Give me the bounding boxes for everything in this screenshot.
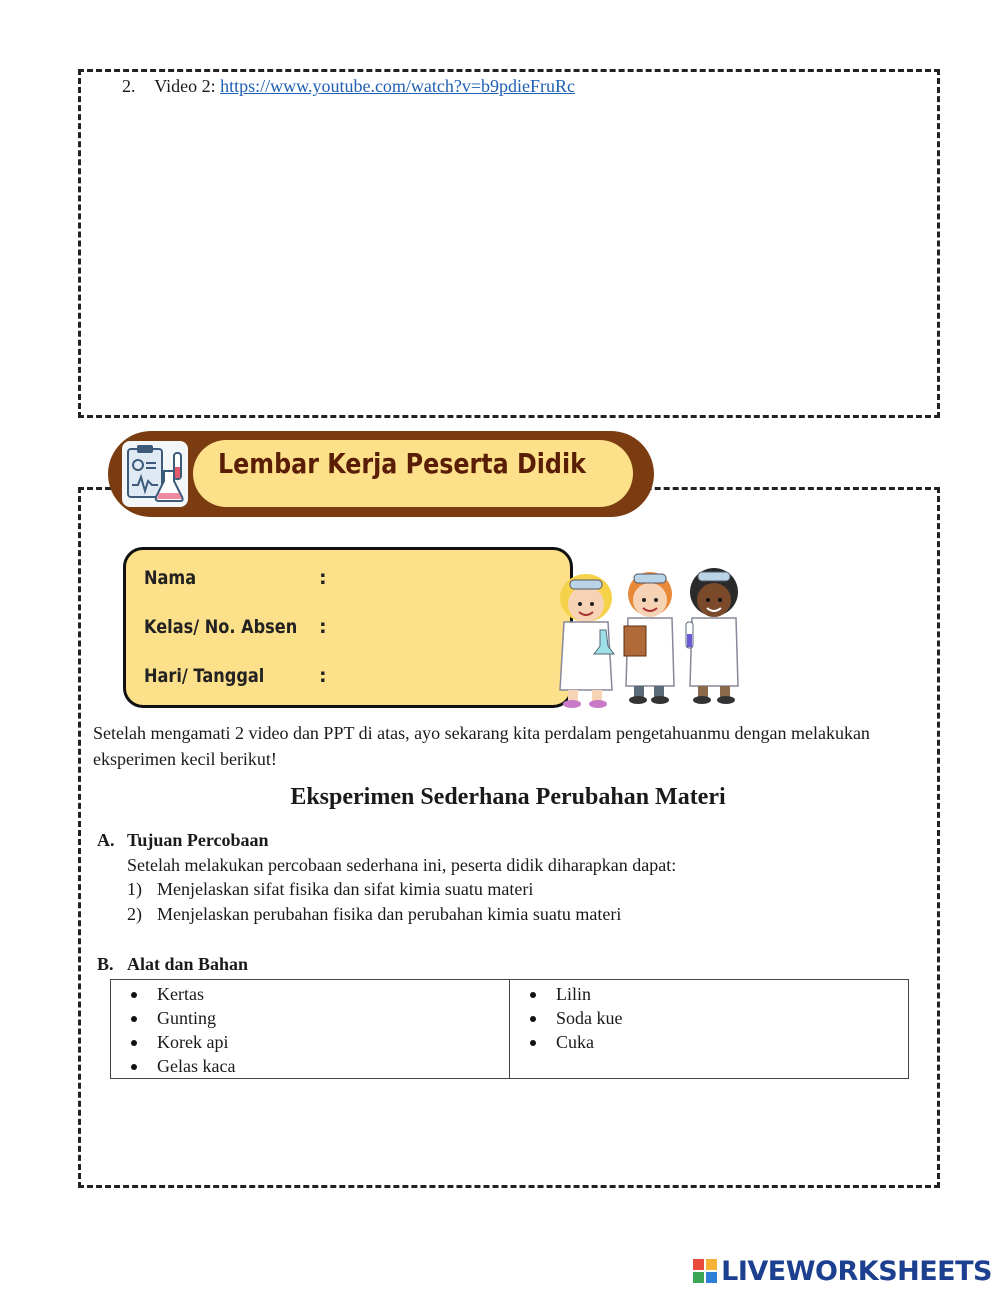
kid-scientists-illustration xyxy=(548,560,748,710)
list-item: Gunting xyxy=(111,1006,509,1030)
banner-title: Lembar Kerja Peserta Didik xyxy=(218,447,586,480)
lab-clipboard-icon xyxy=(122,441,188,507)
section-a-title: Tujuan Percobaan xyxy=(127,830,269,850)
section-a-heading xyxy=(97,830,269,851)
identity-colon-class: : xyxy=(319,616,327,638)
identity-label-name: Nama xyxy=(144,567,197,589)
experiment-title: Eksperimen Sederhana Perubahan Materi xyxy=(290,784,726,810)
goal-1-text: Menjelaskan sifat fisika dan sifat kimia suatu materi xyxy=(157,879,534,899)
logo-blocks-icon xyxy=(693,1259,717,1283)
student-identity-card xyxy=(123,547,573,708)
video-2-link[interactable]: https://www.youtube.com/watch?v=b9pdieFruRc xyxy=(220,76,576,96)
intro-paragraph: Setelah mengamati 2 video dan PPT di atas, ayo sekarang kita perdalam pengetahuanmu dengan melakukan eksperimen kecil berikut! xyxy=(93,723,870,769)
liveworksheets-logo[interactable] xyxy=(693,1254,992,1288)
video-links-box xyxy=(78,69,940,418)
list-item: Lilin xyxy=(510,982,908,1006)
section-b-title: Alat dan Bahan xyxy=(127,954,249,974)
section-b-letter: B. xyxy=(97,954,114,974)
logo-text: LIVEWORKSHEETS xyxy=(721,1255,992,1287)
goal-2-text: Menjelaskan perubahan fisika dan perubahan kimia suatu materi xyxy=(157,904,622,924)
video-2-label: Video 2: xyxy=(154,76,216,96)
section-a-letter: A. xyxy=(97,830,115,850)
materials-table xyxy=(110,979,909,1079)
video-2-line xyxy=(122,76,575,97)
identity-colon-date: : xyxy=(319,665,327,687)
video-2-number: 2. xyxy=(122,76,136,96)
list-item: Korek api xyxy=(111,1030,509,1054)
section-a-lead: Setelah melakukan percobaan sederhana ini, peserta didik diharapkan dapat: xyxy=(127,855,677,875)
identity-label-class: Kelas/ No. Absen xyxy=(144,616,298,638)
materials-right-column xyxy=(510,980,909,1079)
identity-label-date: Hari/ Tanggal xyxy=(144,665,265,687)
list-item: Soda kue xyxy=(510,1006,908,1030)
worksheet-banner xyxy=(108,431,654,517)
identity-colon-name: : xyxy=(319,567,327,589)
list-item: Cuka xyxy=(510,1030,908,1054)
materials-left-column xyxy=(111,980,510,1079)
section-b-heading xyxy=(97,954,248,975)
goal-2-number: 2) xyxy=(127,904,142,924)
goal-1-number: 1) xyxy=(127,879,142,899)
list-item: Gelas kaca xyxy=(111,1054,509,1078)
list-item: Kertas xyxy=(111,982,509,1006)
